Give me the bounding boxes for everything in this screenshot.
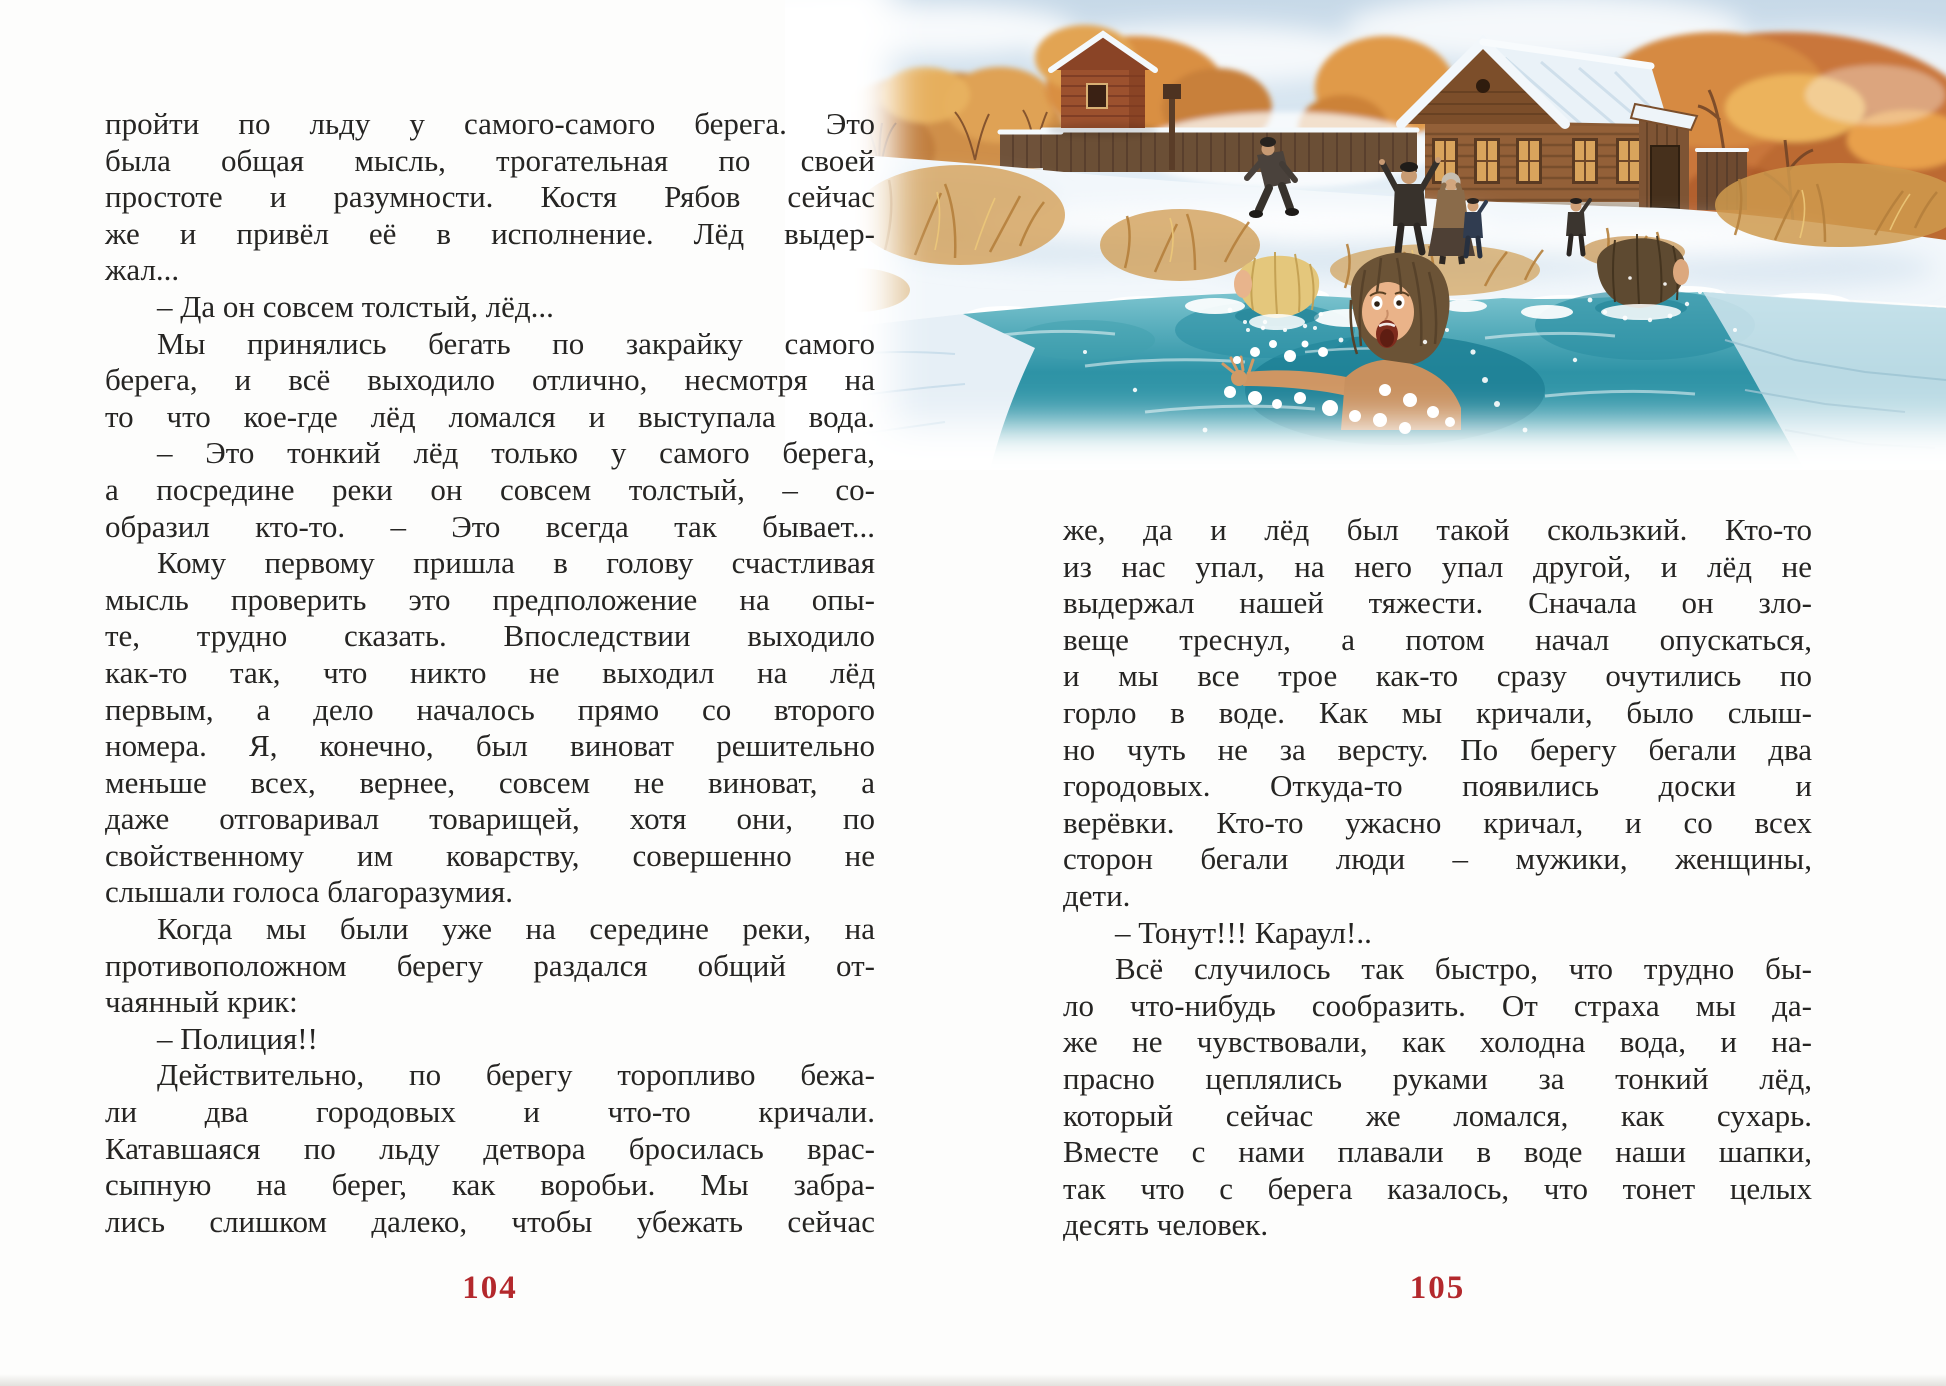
- text-line: верёвки. Кто-то ужасно кричал, и со всех: [1063, 804, 1812, 840]
- text-line: те, трудно сказать. Впоследствии выходило: [105, 618, 875, 654]
- text-line: но чуть не за версту. По берегу бегали два: [1063, 731, 1812, 767]
- text-line: сторон бегали люди – мужики, женщины,: [1063, 841, 1812, 877]
- text-line: десять человек.: [1063, 1207, 1269, 1243]
- text-line: ло что-нибудь сообразить. От страха мы да-: [1063, 987, 1812, 1023]
- text-line: как-то так, что никто не выходил на лёд: [105, 654, 875, 690]
- text-line: мысль проверить это предположение на опы-: [105, 581, 875, 617]
- text-line: дети.: [1063, 877, 1131, 913]
- text-line: чаянный крик:: [105, 984, 298, 1020]
- text-line: Действительно, по берегу торопливо бежа-: [157, 1057, 875, 1093]
- page-number-right: 105: [1409, 1270, 1466, 1306]
- text-line: – Да он совсем толстый, лёд...: [157, 288, 554, 324]
- text-line: первым, а дело началось прямо со второго: [105, 691, 875, 727]
- text-line: Когда мы были уже на середине реки, на: [157, 911, 875, 947]
- text-line: Всё случилось так быстро, что трудно бы-: [1115, 951, 1812, 987]
- text-line: – Тонут!!! Караул!..: [1115, 914, 1372, 950]
- shed: [1631, 104, 1697, 210]
- text-line: прасно цеплялись руками за тонкий лёд,: [1063, 1060, 1812, 1096]
- text-line: так что с берега казалось, что тонет целых: [1063, 1170, 1812, 1206]
- text-line: который сейчас же ломался, как сухарь.: [1063, 1097, 1812, 1133]
- left-page-text: [105, 106, 875, 1240]
- illustration-svg: [785, 0, 1946, 470]
- text-line: Мы принялись бегать по закрайку самого: [157, 325, 875, 361]
- text-line: веще треснул, а потом начал опускаться,: [1063, 621, 1812, 657]
- text-line: сыпную на берег, как воробьи. Мы забра-: [105, 1167, 875, 1203]
- text-line: свойственному им коварству, совершенно не: [105, 837, 875, 873]
- text-line: простоте и разумности. Костя Рябов сейчас: [105, 179, 875, 215]
- text-line: образил кто-то. – Это всегда так бывает...: [105, 508, 875, 544]
- text-line: – Полиция!!: [157, 1020, 318, 1056]
- text-line: Вместе с нами плавали в воде наши шапки,: [1063, 1134, 1812, 1170]
- page-bottom-edge: [0, 1374, 1946, 1386]
- text-line: даже отговаривал товарищей, хотя они, по: [105, 801, 875, 837]
- text-line: номера. Я, конечно, был виноват решительно: [105, 728, 875, 764]
- illustration-ice-accident: [785, 0, 1946, 470]
- text-line: жал...: [105, 252, 180, 288]
- page-number-left: 104: [462, 1270, 518, 1306]
- text-line: и мы все трое как-то сразу очутились по: [1063, 658, 1812, 694]
- text-line: а посредине реки он совсем толстый, – со-: [105, 471, 875, 507]
- text-line: городовых. Откуда-то появились доски и: [1063, 768, 1812, 804]
- text-line: берега, и всё выходило отлично, несмотря на: [105, 362, 875, 398]
- right-page-text: [1063, 512, 1812, 1244]
- text-line: лись слишком далеко, чтобы убежать сейчас: [105, 1203, 875, 1239]
- text-line: же не чувствовали, как холодна вода, и на-: [1063, 1024, 1812, 1060]
- text-line: из нас упал, на него упал другой, и лёд не: [1063, 548, 1812, 584]
- text-line: же и привёл её в исполнение. Лёд выдер-: [105, 215, 875, 251]
- text-line: же, да и лёд был такой скользкий. Кто-то: [1063, 512, 1812, 547]
- text-line: была общая мысль, трогательная по своей: [105, 142, 875, 178]
- text-line: Кому первому пришла в голову счастливая: [157, 545, 875, 581]
- text-line: пройти по льду у самого-самого берега. Это: [105, 106, 875, 141]
- text-line: горло в воде. Как мы кричали, было слыш-: [1063, 694, 1812, 730]
- text-line: – Это тонкий лёд только у самого берега,: [157, 435, 875, 471]
- text-line: Катавшаяся по льду детвора бросилась врас-: [105, 1130, 875, 1166]
- text-line: противоположном берегу раздался общий от-: [105, 947, 875, 983]
- text-line: то что кое-где лёд ломался и выступала вода.: [105, 398, 875, 434]
- text-line: ли два городовых и что-то кричали.: [105, 1094, 875, 1130]
- text-line: меньше всех, вернее, совсем не виноват, а: [105, 764, 875, 800]
- text-line: слышали голоса благоразумия.: [105, 874, 514, 910]
- text-line: выдержал нашей тяжести. Сначала он зло-: [1063, 585, 1812, 621]
